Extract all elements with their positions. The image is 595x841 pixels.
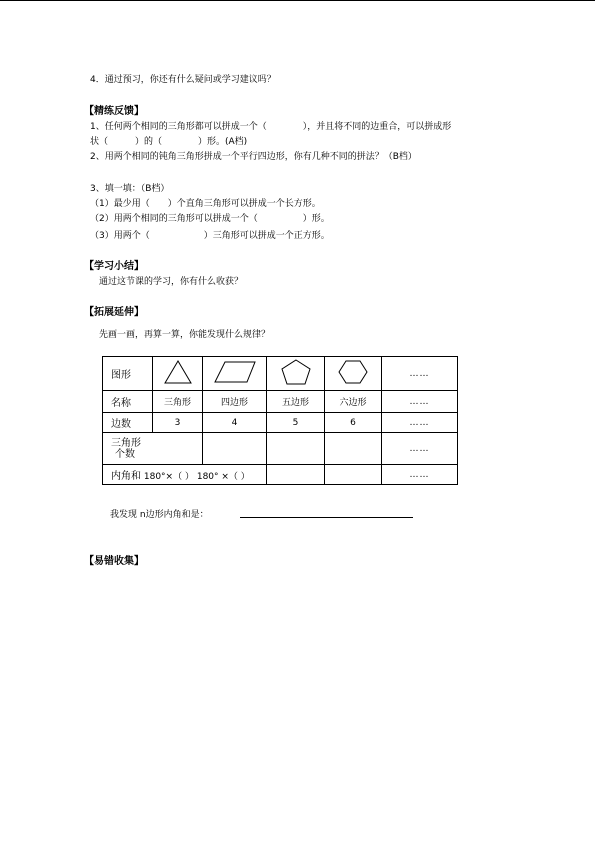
- practice-line-2: 状（ ）的（ ）形。(A档): [90, 137, 248, 147]
- finding-answer-line: [240, 517, 413, 518]
- sides-hexagon: 6: [325, 413, 382, 433]
- sides-quadrilateral: 4: [203, 413, 267, 433]
- row-shapes: [103, 357, 458, 391]
- practice-line-6: （2）用两个相同的三角形可以拼成一个（ ）形。: [90, 214, 330, 224]
- row-triangle-count: [103, 433, 458, 465]
- name-quadrilateral: 四边形: [203, 391, 267, 413]
- pentagon-shape: [278, 357, 314, 387]
- row-label-triangle: 三角形: [111, 437, 141, 449]
- page-top-rule: [0, 0, 595, 1]
- row-label-name: 名称: [103, 391, 153, 413]
- mistakes-heading: 【易错收集】: [84, 556, 144, 567]
- angle-sum-pentagon: [267, 465, 325, 485]
- row-label-sides: 边数: [103, 413, 153, 433]
- practice-line-1: 1、任何两个相同的三角形都可以拼成一个（ ），并且将不同的边重合，可以拼成形: [90, 122, 452, 132]
- finding-label: 我发现 n边形内角和是：: [110, 510, 209, 520]
- extension-intro: 先画一画，再算一算，你能发现什么规律？: [99, 330, 271, 340]
- angle-sum-cell: [103, 465, 267, 485]
- summary-line-1: 通过这节课的学习，你有什么收获？: [99, 277, 244, 287]
- count-pentagon: [267, 433, 325, 465]
- shape-cell-quadrilateral: [203, 357, 267, 391]
- dots-cell: ……: [382, 413, 458, 433]
- practice-line-3: 2、用两个相同的钝角三角形拼成一个平行四边形，你有几种不同的拼法？（B档）: [90, 152, 417, 162]
- practice-line-4: 3、填一填：（B档）: [90, 184, 170, 194]
- row-names: [103, 391, 458, 413]
- question-4: 4．通过预习，你还有什么疑问或学习建议吗？: [90, 75, 276, 85]
- hexagon-shape: [335, 357, 371, 387]
- dots-cell: ……: [382, 357, 458, 391]
- shape-cell-pentagon: [267, 357, 325, 391]
- dots-cell: ……: [382, 465, 458, 485]
- angle-sum-triangle: 180°×（ ）: [143, 472, 194, 482]
- dots-cell: ……: [382, 391, 458, 413]
- count-quadrilateral: [203, 433, 267, 465]
- row-label-angle-sum: 内角和: [111, 471, 141, 482]
- practice-heading: 【精练反馈】: [84, 106, 144, 117]
- row-sides: [103, 413, 458, 433]
- shape-cell-triangle: [153, 357, 203, 391]
- polygon-table: [102, 356, 458, 485]
- sides-pentagon: 5: [267, 413, 325, 433]
- name-hexagon: 六边形: [325, 391, 382, 413]
- extension-heading: 【拓展延伸】: [84, 307, 144, 318]
- angle-sum-hexagon: [325, 465, 382, 485]
- summary-heading: 【学习小结】: [84, 261, 144, 272]
- count-hexagon: [325, 433, 382, 465]
- angle-sum-quadrilateral: 180° ×（ ）: [196, 472, 250, 482]
- shape-cell-hexagon: [325, 357, 382, 391]
- practice-line-7: （3）用两个（ ）三角形可以拼成一个正方形。: [90, 231, 330, 241]
- name-pentagon: 五边形: [267, 391, 325, 413]
- triangle-shape: [161, 358, 195, 386]
- row-angle-sum: [103, 465, 458, 485]
- row-label-shape: 图形: [103, 357, 153, 391]
- name-triangle: 三角形: [153, 391, 203, 413]
- dots-cell: ……: [382, 433, 458, 465]
- practice-line-5: （1）最少用（ ）个直角三角形可以拼成一个长方形。: [90, 199, 321, 209]
- row-label-triangle-count: [103, 433, 203, 465]
- parallelogram-shape: [211, 358, 259, 386]
- sides-triangle: 3: [153, 413, 203, 433]
- row-label-count: 个数: [115, 448, 135, 460]
